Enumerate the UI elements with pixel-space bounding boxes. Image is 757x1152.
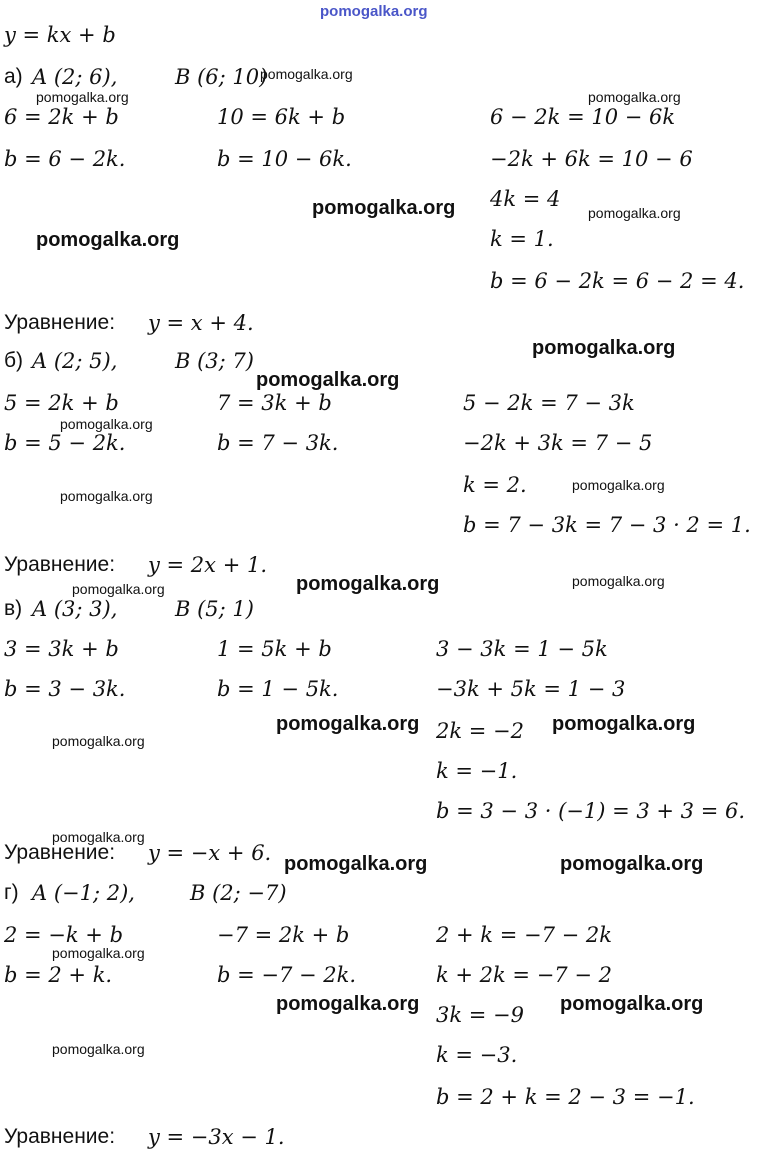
part-c-col3-line3: 2k = −2	[436, 719, 524, 743]
part-c-col3-line5: b = 3 − 3 · (−1) = 3 + 3 = 6.	[436, 799, 746, 823]
part-a-label: а)	[4, 65, 23, 88]
part-b-col1-line1: 5 = 2k + b	[4, 391, 119, 415]
part-b-equation: y = 2x + 1.	[148, 553, 267, 577]
watermark: pomogalka.org	[560, 993, 704, 1015]
part-b-point-a: A (2; 5),	[32, 349, 118, 373]
part-c-col3-line2: −3k + 5k = 1 − 3	[436, 677, 626, 701]
part-a-col2-line2: b = 10 − 6k.	[217, 147, 352, 171]
part-b-col3-line1: 5 − 2k = 7 − 3k	[463, 391, 635, 415]
part-d-col2-line1: −7 = 2k + b	[217, 923, 350, 947]
part-b-col2-line1: 7 = 3k + b	[217, 391, 332, 415]
watermark: pomogalka.org	[276, 993, 420, 1015]
part-a-col3-line1: 6 − 2k = 10 − 6k	[490, 105, 676, 129]
part-d-col1-line2: b = 2 + k.	[4, 963, 113, 987]
part-c-equation: y = −x + 6.	[148, 841, 272, 865]
part-a-point-b: B (6; 10)	[175, 65, 268, 89]
part-d-col3-line3: 3k = −9	[436, 1003, 524, 1027]
watermark: pomogalka.org	[52, 829, 145, 845]
part-c-equation-label: Уравнение:	[4, 841, 116, 864]
part-b-col2-line2: b = 7 − 3k.	[217, 431, 339, 455]
part-d-col3-line4: k = −3.	[436, 1043, 518, 1067]
part-c-col1-line2: b = 3 − 3k.	[4, 677, 126, 701]
part-c-col1-line1: 3 = 3k + b	[4, 637, 119, 661]
part-c-col2-line1: 1 = 5k + b	[217, 637, 332, 661]
watermark: pomogalka.org	[276, 713, 420, 735]
part-a-col3-line4: k = 1.	[490, 227, 554, 251]
part-b-col3-line2: −2k + 3k = 7 − 5	[463, 431, 653, 455]
watermark: pomogalka.org	[284, 853, 428, 875]
part-a-col1-line1: 6 = 2k + b	[4, 105, 119, 129]
part-a-equation: y = x + 4.	[148, 311, 254, 335]
watermark: pomogalka.org	[572, 573, 665, 589]
part-b-label: б)	[4, 349, 24, 372]
part-a-col3-line5: b = 6 − 2k = 6 − 2 = 4.	[490, 269, 745, 293]
watermark: pomogalka.org	[36, 229, 180, 251]
watermark: pomogalka.org	[60, 416, 153, 432]
part-d-point-a: A (−1; 2),	[32, 881, 135, 905]
general-formula: y = kx + b	[4, 23, 116, 47]
watermark: pomogalka.org	[588, 205, 681, 221]
watermark: pomogalka.org	[52, 945, 145, 961]
part-a-col2-line1: 10 = 6k + b	[217, 105, 346, 129]
part-c-col3-line4: k = −1.	[436, 759, 518, 783]
part-a-col1-line2: b = 6 − 2k.	[4, 147, 126, 171]
part-a-col3-line2: −2k + 6k = 10 − 6	[490, 147, 693, 171]
part-c-point-a: A (3; 3),	[32, 597, 118, 621]
part-d-point-b: B (2; −7)	[190, 881, 287, 905]
part-d-equation-label: Уравнение:	[4, 1125, 116, 1148]
watermark: pomogalka.org	[260, 66, 353, 82]
part-d-col2-line2: b = −7 − 2k.	[217, 963, 357, 987]
site-watermark-top: pomogalka.org	[320, 3, 428, 20]
watermark: pomogalka.org	[552, 713, 696, 735]
watermark: pomogalka.org	[312, 197, 456, 219]
part-d-col3-line1: 2 + k = −7 − 2k	[436, 923, 612, 947]
watermark: pomogalka.org	[72, 581, 165, 597]
part-d-equation: y = −3x − 1.	[148, 1125, 285, 1149]
watermark: pomogalka.org	[52, 733, 145, 749]
part-b-point-b: B (3; 7)	[175, 349, 254, 373]
part-d-col1-line1: 2 = −k + b	[4, 923, 124, 947]
watermark: pomogalka.org	[560, 853, 704, 875]
part-c-label: в)	[4, 597, 23, 620]
part-d-label: г)	[4, 881, 19, 904]
part-a-equation-label: Уравнение:	[4, 311, 116, 334]
part-b-equation-label: Уравнение:	[4, 553, 116, 576]
part-c-col2-line2: b = 1 − 5k.	[217, 677, 339, 701]
part-b-col1-line2: b = 5 − 2k.	[4, 431, 126, 455]
part-a-point-a: A (2; 6),	[32, 65, 118, 89]
watermark: pomogalka.org	[36, 89, 129, 105]
part-a-col3-line3: 4k = 4	[490, 187, 561, 211]
part-b-col3-line3: k = 2.	[463, 473, 527, 497]
watermark: pomogalka.org	[60, 488, 153, 504]
part-d-col3-line5: b = 2 + k = 2 − 3 = −1.	[436, 1085, 695, 1109]
watermark: pomogalka.org	[532, 337, 676, 359]
part-c-col3-line1: 3 − 3k = 1 − 5k	[436, 637, 608, 661]
part-c-point-b: B (5; 1)	[175, 597, 254, 621]
watermark: pomogalka.org	[256, 369, 400, 391]
part-b-col3-line4: b = 7 − 3k = 7 − 3 · 2 = 1.	[463, 513, 751, 537]
watermark: pomogalka.org	[296, 573, 440, 595]
watermark: pomogalka.org	[52, 1041, 145, 1057]
part-d-col3-line2: k + 2k = −7 − 2	[436, 963, 612, 987]
watermark: pomogalka.org	[588, 89, 681, 105]
watermark: pomogalka.org	[572, 477, 665, 493]
